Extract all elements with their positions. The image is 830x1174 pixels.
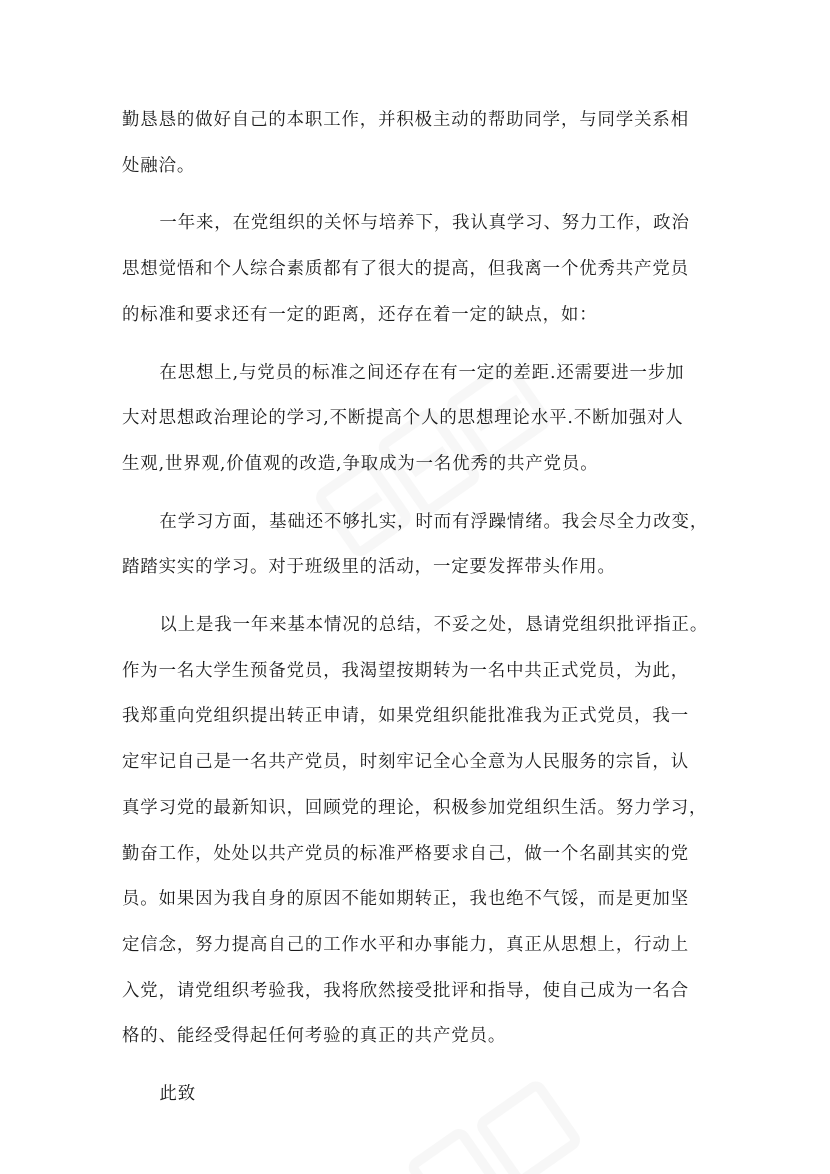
text-line: 我郑重向党组织提出转正申请，如果党组织能批准我为正式党员，我一 xyxy=(122,706,690,727)
text-line: 真学习党的最新知识，回顾党的理论，积极参加党组织生活。努力学习， xyxy=(122,797,708,818)
paragraph-4 xyxy=(122,500,722,591)
text-line: 定信念，努力提高自己的工作水平和办事能力，真正从思想上，行动上 xyxy=(122,934,690,955)
text-line: 以上是我一年来基本情况的总结，不妥之处，恳请党组织批评指正。 xyxy=(159,615,709,636)
text-line: 格的、能经受得起任何考验的真正的共产党员。 xyxy=(122,1026,507,1047)
closing-salutation xyxy=(122,1072,722,1118)
text-line: 在学习方面，基础还不够扎实，时而有浮躁情绪。我会尽全力改变， xyxy=(159,511,709,532)
text-line: 此致 xyxy=(159,1084,196,1105)
text-line: 勤恳恳的做好自己的本职工作，并积极主动的帮助同学，与同学关系相 xyxy=(122,110,690,130)
text-line: 员。如果因为我自身的原因不能如期转正，我也绝不气馁，而是更加坚 xyxy=(122,889,690,910)
text-line: 踏踏实实的学习。对于班级里的活动，一定要发挥带头作用。 xyxy=(122,557,616,578)
text-line: 大对思想政治理论的学习,不断提高个人的思想理论水平.不断加强对人 xyxy=(122,408,684,429)
text-line: 一年来，在党组织的关怀与培养下，我认真学习、努力工作，政治 xyxy=(159,213,690,234)
text-line: 思想觉悟和个人综合素质都有了很大的提高，但我离一个优秀共产党员 xyxy=(122,259,690,280)
text-line: 生观,世界观,价值观的改造,争取成为一名优秀的共产党员。 xyxy=(122,453,599,474)
text-line: 在思想上,与党员的标准之间还存在有一定的差距.还需要进一步加 xyxy=(159,362,685,383)
text-line: 作为一名大学生预备党员，我渴望按期转为一名中共正式党员，为此， xyxy=(122,660,690,681)
paragraph-2 xyxy=(122,201,722,338)
paragraph-1 xyxy=(122,98,722,189)
paragraph-3 xyxy=(122,351,722,488)
text-line: 处融洽。 xyxy=(122,155,196,176)
paragraph-5 xyxy=(122,603,722,1060)
document-body xyxy=(122,98,722,1130)
text-line: 的标准和要求还有一定的距离，还存在着一定的缺点，如： xyxy=(122,304,598,325)
text-line: 勤奋工作，处处以共产党员的标准严格要求自己，做一个名副其实的党 xyxy=(122,843,690,864)
text-line: 入党，请党组织考验我，我将欣然接受批评和指导，使自己成为一名合 xyxy=(122,980,690,1001)
text-line: 定牢记自己是一名共产党员，时刻牢记全心全意为人民服务的宗旨，认 xyxy=(122,752,690,773)
